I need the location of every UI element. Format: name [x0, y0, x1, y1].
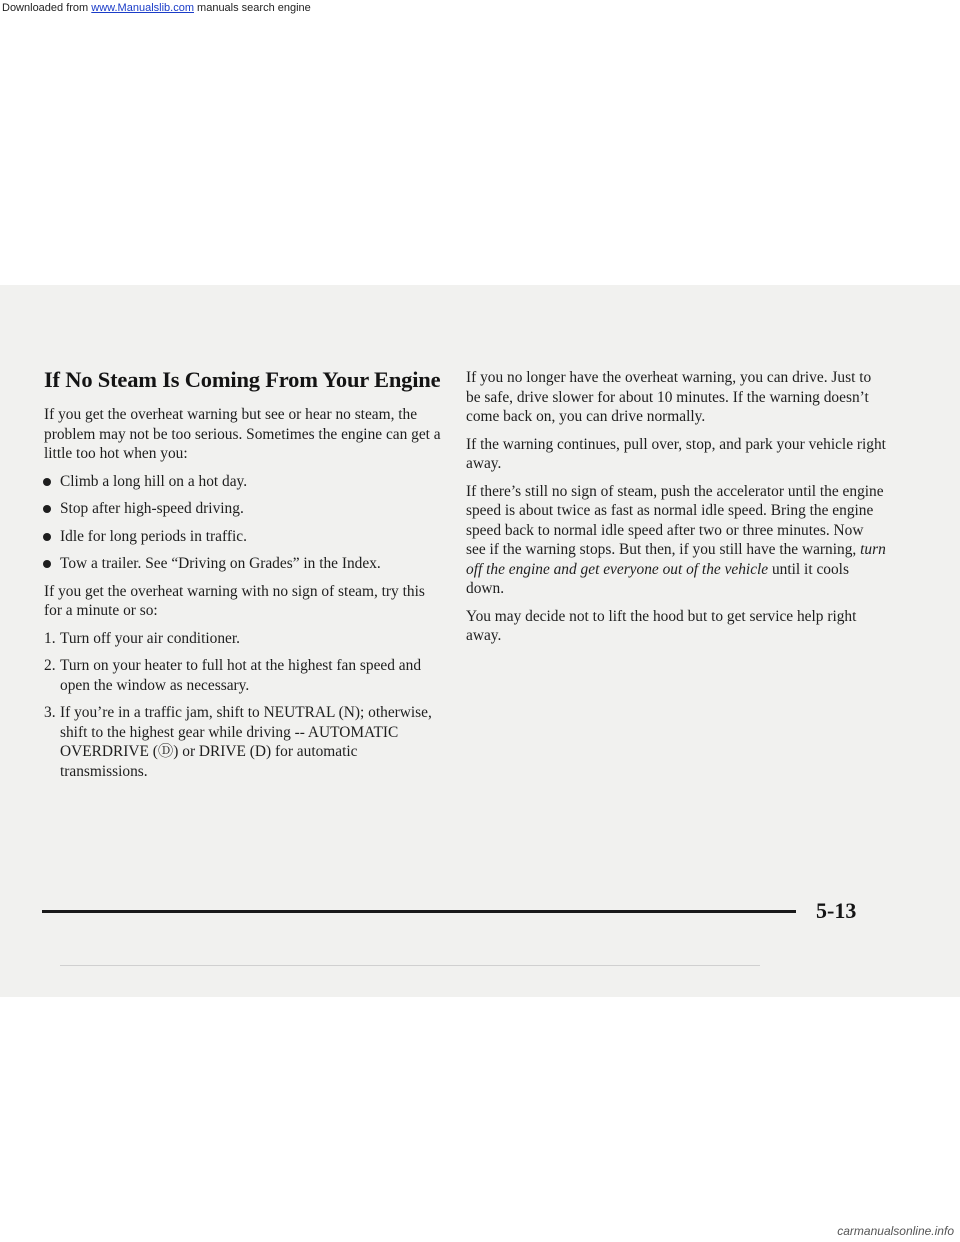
bullet-item: [44, 499, 444, 519]
intro-paragraph: If you get the overheat warning but see or hear no steam, the problem may not be too serious. Sometimes the engine can get a little too hot when you:: [44, 406, 441, 462]
right-column: [466, 368, 886, 654]
step-item: [44, 703, 444, 781]
step-text: If you’re in a traffic jam, shift to NEUTRAL (N); otherwise, shift to the highest gear while driving -- AUTOMATIC OVERDRIVE (Ⓓ) or DRIVE (D) for automatic transmissions.: [60, 704, 432, 780]
step-number: 2.: [44, 657, 56, 674]
step-number: 3.: [44, 704, 56, 721]
bullet-item: [44, 527, 444, 547]
banner-prefix: Downloaded from: [2, 2, 92, 14]
bullet-text: Tow a trailer. See “Driving on Grades” in the Index.: [60, 555, 381, 572]
watermark: carmanualsonline.info: [837, 1224, 954, 1238]
step-item: [44, 656, 444, 695]
manualslib-link[interactable]: www.Manualslib.com: [91, 2, 194, 14]
no-steam-text-a: If there’s still no sign of steam, push the accelerator until the engine speed is about twice as fast as normal idle speed. Bring the engine speed back to normal idle speed after two or three minutes. Now see if the warning stops. But then, if you still have the warning,: [466, 482, 884, 558]
bullet-text: Stop after high-speed driving.: [60, 500, 244, 517]
step-text: Turn off your air conditioner.: [60, 629, 240, 647]
scan-edge-line: [60, 965, 760, 966]
bullet-text: Climb a long hill on a hot day.: [60, 472, 248, 490]
bullet-dot-icon: [43, 505, 51, 513]
step-number: 1.: [44, 629, 56, 647]
banner-suffix: manuals search engine: [193, 2, 311, 14]
no-steam-text-italic: turn off the engine and get everyone out of the vehicle: [466, 541, 886, 578]
paragraph-no-steam: [466, 482, 886, 599]
step-text: Turn on your heater to full hot at the highest fan speed and open the window as necessary.: [60, 657, 422, 694]
footer-rule: [42, 910, 796, 913]
bullet-dot-icon: [43, 478, 51, 486]
paragraph-warning-gone: If you no longer have the overheat warning, you can drive. Just to be safe, drive slower for about 10 minutes. If the warning doesn’t come back on, you can drive normally.: [466, 369, 872, 425]
bullet-text: Idle for long periods in traffic.: [60, 527, 247, 545]
download-banner: [2, 2, 311, 14]
bullet-dot-icon: [43, 533, 51, 541]
paragraph-get-service: You may decide not to lift the hood but to get service help right away.: [466, 607, 857, 644]
section-heading: If No Steam Is Coming From Your Engine: [44, 367, 441, 392]
bullet-dot-icon: [43, 560, 51, 568]
page-number: 5-13: [816, 898, 857, 923]
no-steam-text-b: until it cools down.: [466, 560, 849, 597]
steps-intro-paragraph: If you get the overheat warning with no sign of steam, try this for a minute or so:: [44, 582, 425, 619]
bullet-item: [44, 554, 444, 574]
step-item: [44, 629, 444, 649]
bullet-item: [44, 472, 444, 492]
left-column: [44, 366, 444, 789]
paragraph-warning-continues: If the warning continues, pull over, stop, and park your vehicle right away.: [466, 435, 886, 472]
